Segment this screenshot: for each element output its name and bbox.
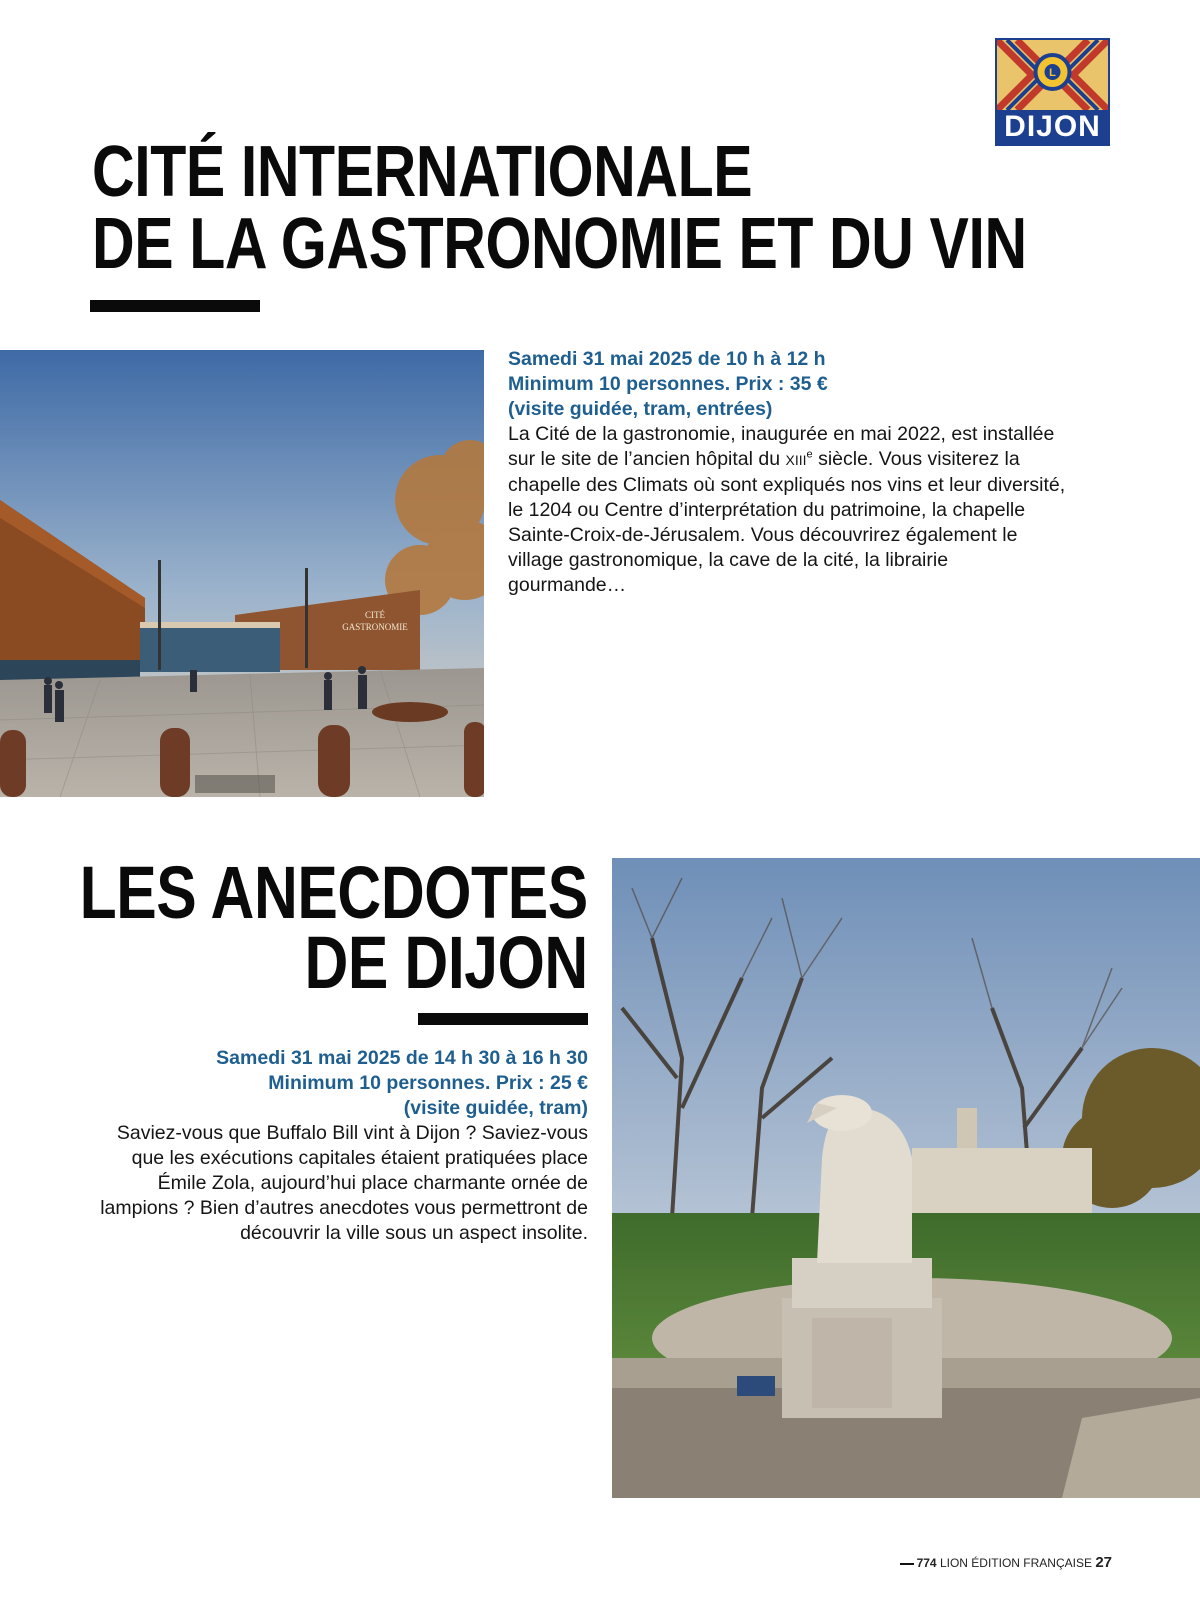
svg-text:L: L bbox=[1049, 67, 1056, 79]
section1-century: XIII bbox=[785, 452, 807, 468]
cite-gastronomie-photo bbox=[0, 350, 484, 797]
lions-emblem-icon bbox=[997, 40, 1108, 110]
polar-bear-statue-photo bbox=[612, 858, 1200, 1498]
footer-dash bbox=[900, 1563, 914, 1565]
section1-century-sup: e bbox=[806, 448, 813, 461]
section2-minimum-price: Minimum 10 personnes. Prix : 25 € bbox=[268, 1072, 588, 1094]
section2-included: (visite guidée, tram) bbox=[403, 1097, 588, 1119]
section1-title-line2: DE LA GASTRONOMIE ET DU VIN bbox=[92, 204, 1027, 284]
section2-info bbox=[80, 1046, 588, 1246]
section2-date: Samedi 31 mai 2025 de 14 h 30 à 16 h 30 bbox=[216, 1047, 588, 1069]
section1-minimum-price: Minimum 10 personnes. Prix : 35 € bbox=[508, 373, 828, 395]
footer-page-number: 27 bbox=[1095, 1554, 1112, 1571]
section1-date: Samedi 31 mai 2025 de 10 h à 12 h bbox=[508, 348, 826, 370]
section2-title-line2: DE DIJON bbox=[304, 921, 588, 1004]
section2-title-line1: LES ANECDOTES bbox=[79, 851, 588, 934]
page-footer bbox=[900, 1554, 1112, 1571]
section1-body-b: siècle. Vous visiterez la chapelle des Climats où sont expliqués nos vins et leur diversité, le 1204 ou Centre d’interprétation du patrimoine, la chapelle Sainte-Croix-de-Jérusalem. Vous découvrirez également le village gastronomique, la cave de la cité, la librairie gourmande… bbox=[508, 448, 1066, 596]
footer-issue: 774 bbox=[916, 1556, 937, 1570]
section1-title bbox=[92, 132, 1027, 284]
section1-included: (visite guidée, tram, entrées) bbox=[508, 398, 773, 420]
section1-info bbox=[508, 347, 1068, 598]
section1-title-underline bbox=[90, 300, 260, 312]
dijon-lions-logo bbox=[995, 38, 1110, 146]
logo-text: DIJON bbox=[997, 110, 1108, 144]
section1-body-a: La Cité de la gastronomie, inaugurée en mai 2022, est installée sur le site de l’ancien hôpital du bbox=[508, 423, 1055, 470]
section2-title bbox=[79, 851, 588, 1004]
photo-sign-line1: CITÉ bbox=[365, 610, 385, 620]
section1-body bbox=[508, 422, 1068, 598]
section2-body: Saviez-vous que Buffalo Bill vint à Dijon ? Saviez-vous que les exécutions capitales étaient pratiquées place Émile Zola, aujourd’hui place charmante ornée de lampions ? Bien d’autres anecdotes vous permettront de découvrir la ville sous un aspect insolite. bbox=[100, 1122, 588, 1244]
section2-title-underline bbox=[418, 1013, 588, 1025]
footer-publication: LION ÉDITION FRANÇAISE bbox=[939, 1556, 1092, 1570]
section1-title-line1: CITÉ INTERNATIONALE bbox=[92, 132, 753, 212]
photo-sign-line2: GASTRONOMIE bbox=[342, 622, 408, 632]
